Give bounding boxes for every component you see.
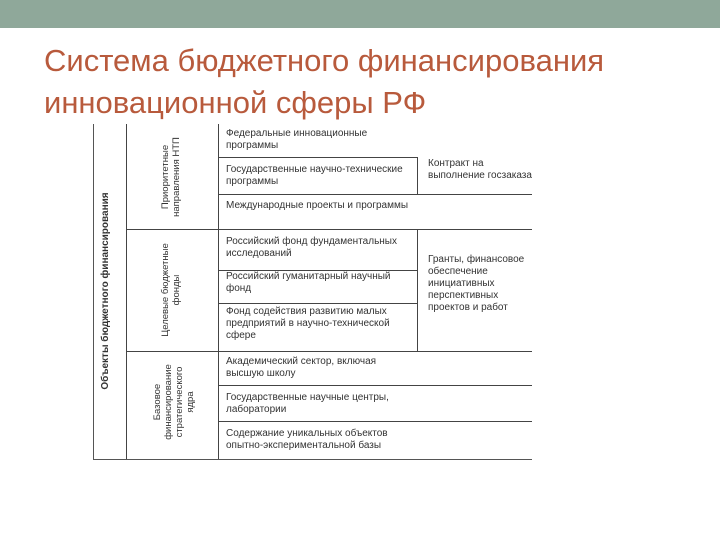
divider-line bbox=[126, 124, 127, 459]
divider-line bbox=[218, 194, 532, 195]
group-label: Целевые бюджетные фонды bbox=[160, 243, 182, 337]
divider-line bbox=[417, 229, 418, 351]
item-cell: Российский фонд фундаментальных исследований bbox=[226, 236, 397, 259]
group-label: Приоритетные направления НТП bbox=[160, 137, 182, 217]
outcome-text: Гранты, финансовое обеспечение инициативных перспективных проектов и работ bbox=[428, 254, 525, 313]
item-cell: Содержание уникальных объектов опытно-экспериментальной базы bbox=[226, 428, 388, 451]
item-cell: Академический сектор, включая высшую школу bbox=[226, 356, 377, 379]
divider-line bbox=[218, 351, 532, 352]
divider-line bbox=[218, 303, 417, 304]
divider-line bbox=[218, 421, 532, 422]
divider-line bbox=[218, 229, 532, 230]
divider-line bbox=[218, 124, 219, 459]
divider-line bbox=[126, 229, 218, 230]
slide-title: Система бюджетного финансирования инновационной сферы РФ bbox=[44, 43, 605, 120]
top-bar bbox=[0, 0, 720, 28]
outcome-text: Контракт на выполнение госзаказа bbox=[428, 158, 532, 181]
item-cell: Фонд содействия развитию малых предприятий в научно-технической сфере bbox=[226, 306, 390, 341]
item-cell: Международные проекты и программы bbox=[226, 200, 409, 211]
divider-line bbox=[417, 157, 418, 194]
item-cell: Федеральные инновационные программы bbox=[226, 128, 368, 151]
divider-line bbox=[126, 351, 218, 352]
item-cell: Государственные научные центры, лаборатории bbox=[226, 392, 389, 415]
group-label: Базовое финансирование стратегического ядра bbox=[152, 364, 196, 440]
financing-diagram bbox=[93, 124, 532, 460]
divider-line bbox=[218, 157, 417, 158]
side-label: Объекты бюджетного финансирования bbox=[100, 192, 111, 390]
item-cell: Российский гуманитарный научный фонд bbox=[226, 271, 391, 294]
divider-line bbox=[218, 385, 532, 386]
item-cell: Государственные научно-технические программы bbox=[226, 164, 403, 187]
